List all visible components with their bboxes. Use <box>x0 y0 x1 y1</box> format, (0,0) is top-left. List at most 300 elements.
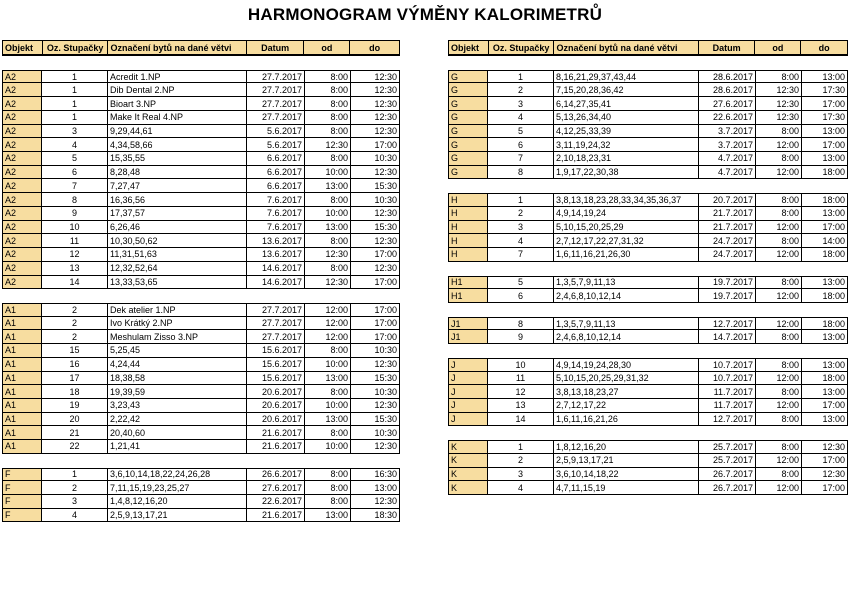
cell-to: 12:30 <box>351 495 400 509</box>
table-row <box>448 468 848 482</box>
cell-from: 12:30 <box>305 276 351 290</box>
table-row <box>2 495 400 509</box>
cell-to: 13:00 <box>802 358 848 372</box>
cell-riser: 3 <box>42 125 108 139</box>
cell-riser: 1 <box>42 97 108 111</box>
cell-date: 3.7.2017 <box>699 138 756 152</box>
cell-units: 4,9,14,19,24 <box>554 207 699 221</box>
cell-to: 17:00 <box>351 303 400 317</box>
cell-units: 3,6,10,14,18,22 <box>554 468 699 482</box>
page-title: HARMONOGRAM VÝMĚNY KALORIMETRŮ <box>247 5 603 24</box>
cell-units: 10,30,50,62 <box>108 234 247 248</box>
cell-from: 12:00 <box>756 372 802 386</box>
cell-riser: 13 <box>42 262 108 276</box>
cell-date: 4.7.2017 <box>699 152 756 166</box>
cell-date: 21.6.2017 <box>247 509 305 523</box>
cell-object: A2 <box>2 97 42 111</box>
cell-date: 26.7.2017 <box>699 481 756 495</box>
cell-object: F <box>2 468 42 482</box>
cell-date: 19.7.2017 <box>699 289 756 303</box>
cell-from: 12:00 <box>305 330 351 344</box>
cell-riser: 10 <box>488 358 554 372</box>
cell-object: A2 <box>2 234 42 248</box>
column-header: od <box>755 41 801 54</box>
cell-from: 12:00 <box>756 221 802 235</box>
cell-object: A2 <box>2 125 42 139</box>
cell-object: A1 <box>2 358 42 372</box>
table-row <box>2 234 400 248</box>
cell-units: 4,9,14,19,24,28,30 <box>554 358 699 372</box>
cell-object: A2 <box>2 70 42 84</box>
cell-object: G <box>448 138 488 152</box>
table-row <box>448 317 848 331</box>
cell-riser: 7 <box>488 152 554 166</box>
cell-riser: 20 <box>42 413 108 427</box>
cell-to: 12:30 <box>802 468 848 482</box>
cell-to: 17:00 <box>802 399 848 413</box>
cell-to: 13:00 <box>802 152 848 166</box>
cell-object: H <box>448 221 488 235</box>
cell-units: 6,26,46 <box>108 221 247 235</box>
cell-units: 6,14,27,35,41 <box>554 97 699 111</box>
cell-from: 12:30 <box>305 138 351 152</box>
cell-to: 13:00 <box>351 481 400 495</box>
cell-object: A1 <box>2 372 42 386</box>
cell-units: 5,13,26,34,40 <box>554 111 699 125</box>
cell-units: 3,8,13,18,23,27 <box>554 385 699 399</box>
table-row <box>2 97 400 111</box>
column-header: Označení bytů na dané větvi <box>554 41 698 54</box>
column-header: Datum <box>699 41 756 54</box>
cell-riser: 11 <box>42 234 108 248</box>
cell-units: 19,39,59 <box>108 385 247 399</box>
cell-date: 11.7.2017 <box>699 399 756 413</box>
cell-date: 7.6.2017 <box>247 207 305 221</box>
cell-from: 10:00 <box>305 166 351 180</box>
cell-object: G <box>448 166 488 180</box>
cell-to: 12:30 <box>351 125 400 139</box>
cell-date: 20.7.2017 <box>699 193 756 207</box>
cell-date: 12.7.2017 <box>699 317 756 331</box>
cell-from: 12:00 <box>756 166 802 180</box>
cell-riser: 3 <box>42 495 108 509</box>
cell-riser: 7 <box>488 248 554 262</box>
cell-date: 13.6.2017 <box>247 234 305 248</box>
left-schedule-table <box>2 40 400 522</box>
cell-riser: 6 <box>488 289 554 303</box>
cell-units: 4,24,44 <box>108 358 247 372</box>
cell-object: A1 <box>2 330 42 344</box>
table-row <box>2 358 400 372</box>
cell-object: H <box>448 193 488 207</box>
cell-date: 5.6.2017 <box>247 125 305 139</box>
cell-object: G <box>448 125 488 139</box>
cell-date: 13.6.2017 <box>247 248 305 262</box>
cell-riser: 22 <box>42 440 108 454</box>
cell-units: 1,9,17,22,30,38 <box>554 166 699 180</box>
cell-riser: 2 <box>42 317 108 331</box>
cell-to: 13:00 <box>802 413 848 427</box>
cell-from: 8:00 <box>756 440 802 454</box>
cell-to: 12:30 <box>351 166 400 180</box>
cell-from: 8:00 <box>305 481 351 495</box>
table-row <box>2 372 400 386</box>
cell-date: 15.6.2017 <box>247 358 305 372</box>
cell-to: 12:30 <box>351 83 400 97</box>
cell-units: 4,7,11,15,19 <box>554 481 699 495</box>
cell-units: 2,7,12,17,22 <box>554 399 699 413</box>
table-row <box>448 70 848 84</box>
cell-to: 13:00 <box>802 276 848 290</box>
cell-riser: 9 <box>488 330 554 344</box>
cell-riser: 11 <box>488 372 554 386</box>
cell-from: 12:00 <box>756 289 802 303</box>
cell-to: 17:30 <box>802 111 848 125</box>
cell-units: 1,6,11,16,21,26 <box>554 413 699 427</box>
cell-to: 17:00 <box>351 330 400 344</box>
cell-object: A2 <box>2 138 42 152</box>
table-row <box>2 344 400 358</box>
cell-from: 8:00 <box>756 152 802 166</box>
cell-object: A1 <box>2 440 42 454</box>
cell-units: 7,15,20,28,36,42 <box>554 83 699 97</box>
table-row <box>2 317 400 331</box>
cell-to: 17:00 <box>802 481 848 495</box>
cell-to: 12:30 <box>351 97 400 111</box>
cell-from: 12:00 <box>756 317 802 331</box>
cell-from: 10:00 <box>305 358 351 372</box>
block-separator <box>448 179 848 193</box>
cell-units: 3,8,13,18,23,28,33,34,35,36,37 <box>554 193 699 207</box>
table-row <box>448 111 848 125</box>
table-row <box>2 179 400 193</box>
cell-to: 12:30 <box>351 399 400 413</box>
cell-units: 9,29,44,61 <box>108 125 247 139</box>
cell-date: 7.6.2017 <box>247 221 305 235</box>
cell-riser: 18 <box>42 385 108 399</box>
cell-from: 8:00 <box>305 385 351 399</box>
cell-riser: 8 <box>42 193 108 207</box>
cell-riser: 5 <box>488 276 554 290</box>
cell-date: 27.7.2017 <box>247 83 305 97</box>
cell-object: A2 <box>2 166 42 180</box>
cell-to: 10:30 <box>351 344 400 358</box>
cell-object: J <box>448 372 488 386</box>
cell-from: 13:00 <box>305 413 351 427</box>
cell-from: 8:00 <box>305 234 351 248</box>
cell-from: 8:00 <box>305 495 351 509</box>
cell-riser: 14 <box>42 276 108 290</box>
cell-date: 20.6.2017 <box>247 413 305 427</box>
table-row <box>2 166 400 180</box>
cell-from: 12:00 <box>756 399 802 413</box>
cell-riser: 8 <box>488 166 554 180</box>
table-row <box>2 262 400 276</box>
cell-to: 12:30 <box>351 262 400 276</box>
cell-riser: 17 <box>42 372 108 386</box>
cell-to: 12:30 <box>351 358 400 372</box>
cell-object: J1 <box>448 317 488 331</box>
cell-units: 17,37,57 <box>108 207 247 221</box>
cell-date: 26.7.2017 <box>699 468 756 482</box>
cell-to: 10:30 <box>351 152 400 166</box>
cell-date: 14.6.2017 <box>247 276 305 290</box>
cell-from: 12:00 <box>756 454 802 468</box>
cell-from: 13:00 <box>305 509 351 523</box>
cell-from: 12:00 <box>305 303 351 317</box>
cell-riser: 12 <box>488 385 554 399</box>
cell-date: 6.6.2017 <box>247 166 305 180</box>
table-row <box>448 83 848 97</box>
cell-object: A1 <box>2 385 42 399</box>
cell-date: 22.6.2017 <box>699 111 756 125</box>
table-row <box>448 138 848 152</box>
cell-object: G <box>448 111 488 125</box>
table-row <box>2 83 400 97</box>
cell-riser: 2 <box>42 330 108 344</box>
cell-riser: 21 <box>42 426 108 440</box>
cell-units: 5,10,15,20,25,29 <box>554 221 699 235</box>
cell-to: 18:00 <box>802 372 848 386</box>
cell-to: 17:00 <box>351 248 400 262</box>
cell-object: A2 <box>2 193 42 207</box>
cell-object: A1 <box>2 303 42 317</box>
cell-riser: 1 <box>488 440 554 454</box>
table-header <box>2 40 400 56</box>
cell-date: 11.7.2017 <box>699 385 756 399</box>
cell-object: F <box>2 509 42 523</box>
cell-from: 12:30 <box>756 111 802 125</box>
table-row <box>2 111 400 125</box>
cell-from: 10:00 <box>305 207 351 221</box>
cell-object: K <box>448 468 488 482</box>
cell-units: Make It Real 4.NP <box>108 111 247 125</box>
cell-riser: 19 <box>42 399 108 413</box>
cell-to: 17:00 <box>351 138 400 152</box>
cell-riser: 1 <box>488 70 554 84</box>
cell-date: 14.6.2017 <box>247 262 305 276</box>
cell-units: 4,12,25,33,39 <box>554 125 699 139</box>
cell-riser: 15 <box>42 344 108 358</box>
cell-riser: 3 <box>488 221 554 235</box>
cell-date: 10.7.2017 <box>699 358 756 372</box>
cell-from: 8:00 <box>756 207 802 221</box>
column-header: Objekt <box>449 41 489 54</box>
cell-object: F <box>2 495 42 509</box>
cell-to: 10:30 <box>351 193 400 207</box>
cell-from: 8:00 <box>305 426 351 440</box>
cell-object: J <box>448 413 488 427</box>
table-row <box>2 152 400 166</box>
cell-to: 12:30 <box>351 111 400 125</box>
column-header: Oz. Stupačky <box>43 41 109 54</box>
cell-object: A2 <box>2 152 42 166</box>
cell-units: 1,21,41 <box>108 440 247 454</box>
table-row <box>2 399 400 413</box>
cell-riser: 6 <box>42 166 108 180</box>
cell-object: A2 <box>2 262 42 276</box>
cell-from: 12:00 <box>756 138 802 152</box>
cell-units: Ivo Krátký 2.NP <box>108 317 247 331</box>
cell-from: 8:00 <box>305 262 351 276</box>
cell-date: 4.7.2017 <box>699 166 756 180</box>
cell-to: 13:00 <box>802 207 848 221</box>
column-header: do <box>818 42 830 53</box>
cell-to: 15:30 <box>351 413 400 427</box>
table-row <box>448 289 848 303</box>
cell-to: 14:00 <box>802 234 848 248</box>
cell-date: 21.7.2017 <box>699 207 756 221</box>
cell-from: 8:00 <box>756 234 802 248</box>
cell-to: 18:00 <box>802 193 848 207</box>
cell-riser: 2 <box>42 303 108 317</box>
table-row <box>448 276 848 290</box>
cell-units: 2,7,12,17,22,27,31,32 <box>554 234 699 248</box>
column-header: Datum <box>247 41 305 54</box>
cell-from: 8:00 <box>305 111 351 125</box>
cell-date: 5.6.2017 <box>247 138 305 152</box>
cell-from: 10:00 <box>305 440 351 454</box>
cell-riser: 3 <box>488 468 554 482</box>
cell-object: H1 <box>448 289 488 303</box>
cell-to: 15:30 <box>351 372 400 386</box>
block-separator <box>2 454 400 468</box>
cell-units: 3,6,10,14,18,22,24,26,28 <box>108 468 247 482</box>
cell-object: F <box>2 481 42 495</box>
cell-to: 16:30 <box>351 468 400 482</box>
table-row <box>448 193 848 207</box>
cell-units: 2,22,42 <box>108 413 247 427</box>
table-row <box>2 125 400 139</box>
cell-units: 7,27,47 <box>108 179 247 193</box>
cell-units: 18,38,58 <box>108 372 247 386</box>
cell-date: 24.7.2017 <box>699 234 756 248</box>
cell-date: 20.6.2017 <box>247 399 305 413</box>
cell-to: 13:00 <box>802 125 848 139</box>
cell-object: H <box>448 248 488 262</box>
cell-to: 12:30 <box>802 440 848 454</box>
cell-units: 1,3,5,7,9,11,13 <box>554 276 699 290</box>
cell-riser: 3 <box>488 97 554 111</box>
cell-date: 26.6.2017 <box>247 468 305 482</box>
block-separator <box>448 303 848 317</box>
cell-date: 27.7.2017 <box>247 303 305 317</box>
cell-riser: 1 <box>42 111 108 125</box>
cell-riser: 2 <box>488 207 554 221</box>
cell-riser: 1 <box>42 468 108 482</box>
cell-from: 8:00 <box>756 358 802 372</box>
cell-from: 8:00 <box>305 125 351 139</box>
cell-units: 16,36,56 <box>108 193 247 207</box>
cell-units: Acredit 1.NP <box>108 70 247 84</box>
column-header: Objekt <box>3 41 43 54</box>
cell-units: 3,11,19,24,32 <box>554 138 699 152</box>
cell-to: 17:00 <box>351 276 400 290</box>
cell-units: Dib Dental 2.NP <box>108 83 247 97</box>
column-header: od <box>304 41 350 54</box>
cell-to: 12:30 <box>351 70 400 84</box>
cell-from: 8:00 <box>756 125 802 139</box>
table-row <box>448 234 848 248</box>
cell-object: A1 <box>2 413 42 427</box>
cell-date: 3.7.2017 <box>699 125 756 139</box>
table-row <box>448 330 848 344</box>
cell-from: 8:00 <box>756 193 802 207</box>
table-row <box>448 372 848 386</box>
cell-from: 13:00 <box>305 179 351 193</box>
cell-units: 2,10,18,23,31 <box>554 152 699 166</box>
cell-units: 3,23,43 <box>108 399 247 413</box>
block-separator <box>2 56 400 70</box>
cell-to: 10:30 <box>351 426 400 440</box>
cell-riser: 4 <box>42 138 108 152</box>
cell-units: Dek atelier 1.NP <box>108 303 247 317</box>
cell-from: 8:00 <box>305 193 351 207</box>
cell-units: 5,25,45 <box>108 344 247 358</box>
column-header: Označení bytů na dané větvi <box>108 41 246 54</box>
cell-from: 10:00 <box>305 399 351 413</box>
cell-riser: 10 <box>42 221 108 235</box>
cell-units: 12,32,52,64 <box>108 262 247 276</box>
cell-units: 8,28,48 <box>108 166 247 180</box>
right-schedule-table <box>448 40 848 495</box>
cell-from: 8:00 <box>305 83 351 97</box>
table-row <box>2 193 400 207</box>
cell-object: A1 <box>2 344 42 358</box>
column-header: do <box>369 42 381 53</box>
table-row <box>448 152 848 166</box>
cell-riser: 4 <box>42 509 108 523</box>
cell-to: 13:00 <box>802 330 848 344</box>
cell-to: 17:00 <box>802 221 848 235</box>
table-row <box>2 207 400 221</box>
cell-from: 8:00 <box>756 276 802 290</box>
cell-from: 12:30 <box>756 83 802 97</box>
cell-riser: 1 <box>42 83 108 97</box>
cell-to: 17:00 <box>802 138 848 152</box>
cell-object: A2 <box>2 276 42 290</box>
cell-riser: 5 <box>42 152 108 166</box>
cell-from: 12:30 <box>756 97 802 111</box>
cell-object: A1 <box>2 399 42 413</box>
table-row <box>2 248 400 262</box>
cell-riser: 6 <box>488 138 554 152</box>
table-row <box>2 440 400 454</box>
cell-from: 8:00 <box>756 70 802 84</box>
table-row <box>2 413 400 427</box>
cell-object: A2 <box>2 207 42 221</box>
cell-riser: 13 <box>488 399 554 413</box>
cell-riser: 9 <box>42 207 108 221</box>
cell-from: 12:00 <box>756 248 802 262</box>
table-row <box>2 481 400 495</box>
cell-units: 1,6,11,16,21,26,30 <box>554 248 699 262</box>
table-row <box>448 399 848 413</box>
cell-date: 14.7.2017 <box>699 330 756 344</box>
cell-to: 18:00 <box>802 248 848 262</box>
cell-riser: 12 <box>42 248 108 262</box>
cell-units: 2,4,6,8,10,12,14 <box>554 330 699 344</box>
cell-date: 12.7.2017 <box>699 413 756 427</box>
cell-date: 19.7.2017 <box>699 276 756 290</box>
cell-object: G <box>448 83 488 97</box>
block-separator <box>448 262 848 276</box>
cell-riser: 8 <box>488 317 554 331</box>
cell-units: 1,8,12,16,20 <box>554 440 699 454</box>
cell-date: 7.6.2017 <box>247 193 305 207</box>
block-separator <box>448 426 848 440</box>
cell-units: 11,31,51,63 <box>108 248 247 262</box>
